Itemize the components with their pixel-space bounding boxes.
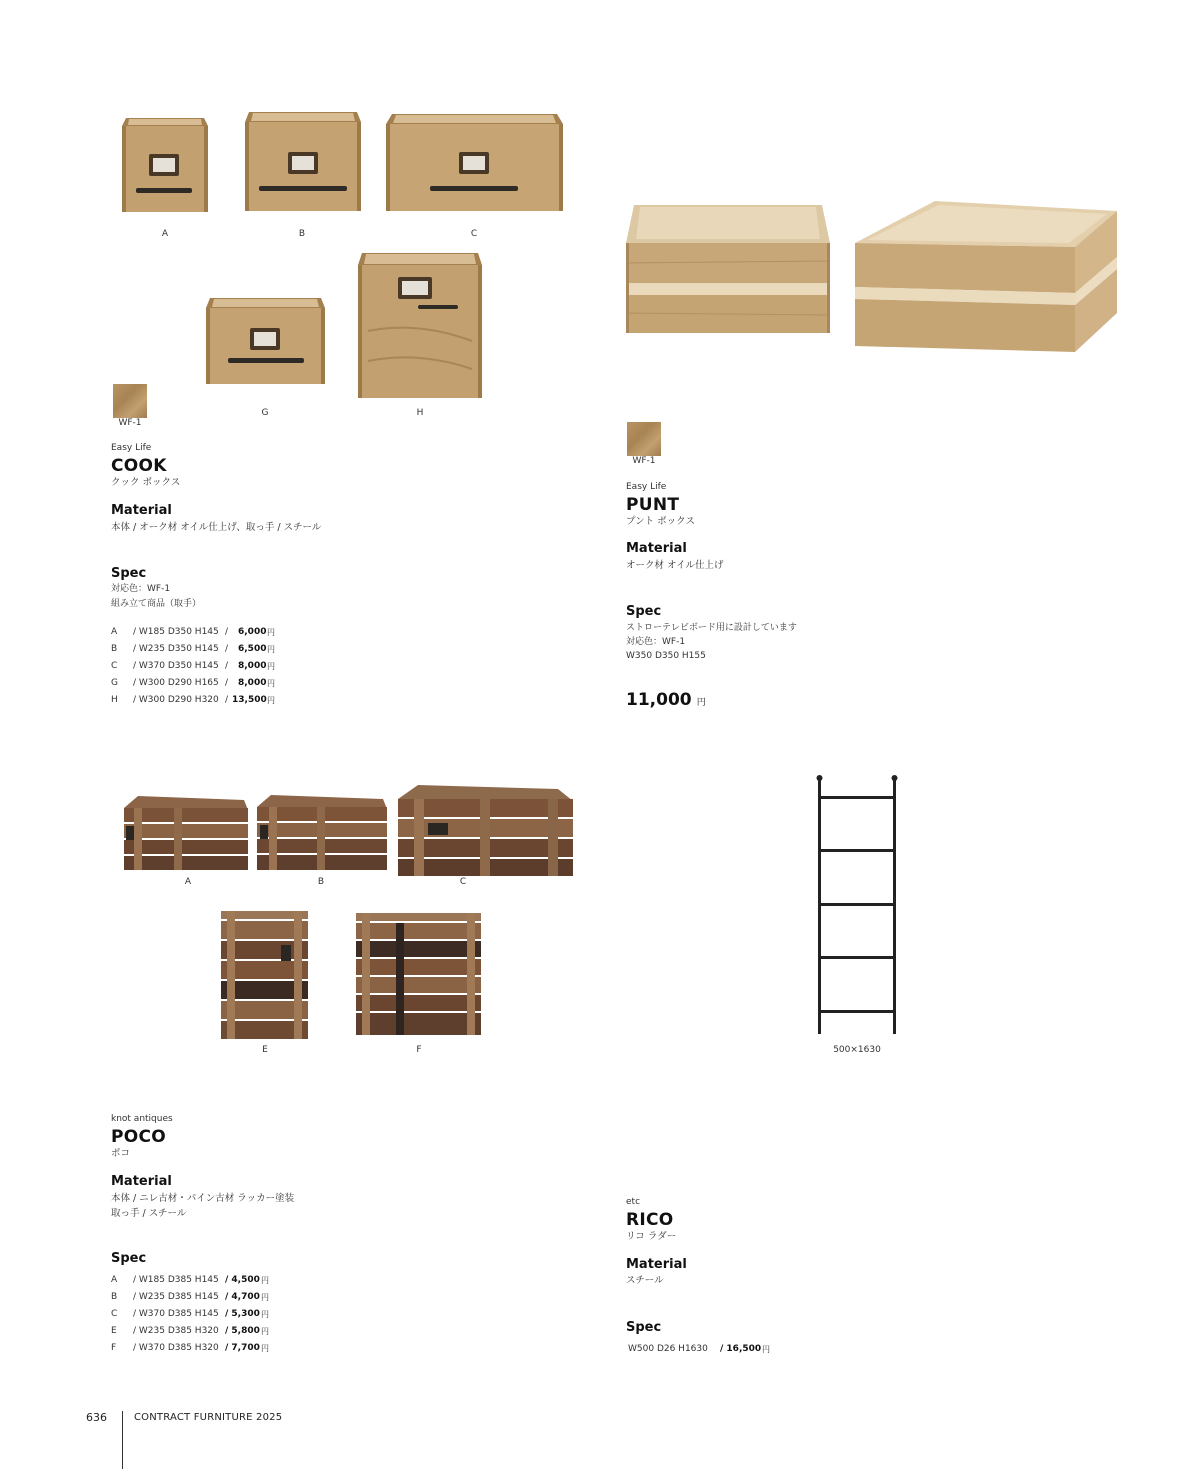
table-row: [111, 1306, 311, 1323]
rico-spec-table: [628, 1341, 828, 1358]
spec-price: 8,000: [238, 661, 267, 671]
table-row: [111, 641, 311, 658]
spec-unit: 円: [267, 628, 275, 637]
spec-dims: / W185 D350 H145: [133, 627, 219, 637]
spec-separator: /: [225, 627, 229, 637]
punt-box-large-image: [855, 201, 1117, 352]
punt-price-unit: 円: [696, 698, 706, 708]
punt-box-small-image: [626, 205, 830, 333]
poco-label-b: B: [317, 877, 325, 887]
table-row: [628, 1341, 828, 1358]
spec-separator: /: [225, 695, 229, 705]
spec-separator: /: [225, 661, 229, 671]
spec-code: B: [111, 1292, 118, 1302]
rico-ladder-image: [814, 774, 900, 1036]
punt-material-text: オーク材 オイル仕上げ: [626, 560, 724, 571]
punt-spec-heading: Spec: [626, 604, 662, 619]
poco-brand: knot antiques: [111, 1114, 173, 1124]
spec-separator: /: [225, 644, 229, 654]
punt-material-heading: Material: [626, 541, 687, 556]
spec-dims: W500 D26 H1630: [628, 1344, 708, 1354]
cook-product-name: COOK: [111, 456, 167, 476]
poco-material-line: 本体 / ニレ古材・パイン古材 ラッカー塗装: [111, 1193, 295, 1204]
spec-price: / 5,800: [225, 1326, 260, 1336]
spec-code: B: [111, 644, 118, 654]
cook-label-c: C: [470, 229, 478, 239]
poco-product-name: POCO: [111, 1127, 167, 1147]
spec-separator: /: [225, 678, 229, 688]
cook-spec-note: 対応色：WF-1: [111, 584, 171, 594]
footer-divider: [122, 1411, 123, 1469]
rico-spec-heading: Spec: [626, 1320, 662, 1335]
poco-material-heading: Material: [111, 1174, 172, 1189]
poco-crate-c-image: [398, 785, 573, 876]
table-row: [111, 624, 311, 641]
poco-spec-table: [111, 1272, 311, 1357]
cook-brand: Easy Life: [111, 443, 152, 453]
poco-crate-a-image: [124, 796, 248, 870]
punt-spec-note: W350 D350 H155: [626, 651, 706, 661]
poco-crate-e-image: [221, 911, 308, 1039]
cook-spec-notes: [111, 582, 201, 612]
spec-dims: / W185 D385 H145: [133, 1275, 219, 1285]
spec-unit: 円: [261, 1310, 269, 1319]
punt-spec-notes: [626, 621, 797, 663]
cook-spec-heading: Spec: [111, 566, 147, 581]
footer-title: CONTRACT FURNITURE 2025: [134, 1412, 283, 1423]
poco-crate-b-image: [257, 795, 387, 870]
spec-unit: 円: [261, 1344, 269, 1353]
cook-material-text: 本体 / オーク材 オイル仕上げ、取っ手 / スチール: [111, 522, 322, 533]
cook-box-c-image: [386, 112, 563, 211]
punt-product-name: PUNT: [626, 495, 680, 515]
cook-swatch-label: WF-1: [118, 418, 142, 428]
table-row: [111, 692, 311, 709]
punt-spec-note: ストローテレビボード用に設計しています: [626, 623, 797, 633]
cook-label-h: H: [416, 408, 424, 418]
cook-box-g-image: [206, 296, 325, 384]
cook-label-a: A: [161, 229, 169, 239]
punt-brand: Easy Life: [626, 482, 667, 492]
cook-label-b: B: [298, 229, 306, 239]
spec-dims: / W370 D385 H320: [133, 1343, 219, 1353]
table-row: [111, 1289, 311, 1306]
spec-price: / 7,700: [225, 1343, 260, 1353]
spec-price: / 16,500: [720, 1344, 762, 1354]
cook-color-swatch: [113, 384, 147, 418]
spec-unit: 円: [267, 679, 275, 688]
rico-product-name: RICO: [626, 1210, 674, 1230]
spec-unit: 円: [261, 1293, 269, 1302]
spec-code: A: [111, 627, 118, 637]
poco-material-line: 取っ手 / スチール: [111, 1208, 187, 1219]
punt-swatch-label: WF-1: [632, 456, 656, 466]
punt-product-kana: プント ボックス: [626, 516, 696, 527]
spec-unit: 円: [261, 1327, 269, 1336]
spec-unit: 円: [267, 662, 275, 671]
spec-price: 6,000: [238, 627, 267, 637]
table-row: [111, 1340, 311, 1357]
spec-code: E: [111, 1326, 117, 1336]
poco-label-c: C: [459, 877, 467, 887]
spec-dims: / W370 D385 H145: [133, 1309, 219, 1319]
spec-price: 6,500: [238, 644, 267, 654]
poco-crate-f-image: [356, 913, 481, 1035]
spec-code: G: [111, 678, 118, 688]
spec-price: / 5,300: [225, 1309, 260, 1319]
punt-price-value: 11,000: [626, 690, 692, 710]
spec-dims: / W300 D290 H165: [133, 678, 219, 688]
spec-dims: / W300 D290 H320: [133, 695, 219, 705]
page-number: 636: [86, 1411, 107, 1424]
rico-material-heading: Material: [626, 1257, 687, 1272]
spec-price: / 4,700: [225, 1292, 260, 1302]
poco-spec-heading: Spec: [111, 1251, 147, 1266]
spec-price: 13,500: [232, 695, 267, 705]
spec-code: C: [111, 1309, 118, 1319]
cook-box-a-image: [122, 116, 208, 212]
punt-color-swatch: [627, 422, 661, 456]
rico-size-caption: 500×1630: [833, 1045, 881, 1055]
spec-code: H: [111, 695, 118, 705]
poco-product-kana: ポコ: [111, 1148, 131, 1159]
spec-dims: / W235 D385 H320: [133, 1326, 219, 1336]
spec-dims: / W235 D350 H145: [133, 644, 219, 654]
cook-box-h-image: [358, 251, 482, 398]
spec-unit: 円: [261, 1276, 269, 1285]
cook-spec-table: [111, 624, 311, 709]
spec-unit: 円: [762, 1345, 770, 1354]
cook-label-g: G: [261, 408, 269, 418]
spec-dims: / W235 D385 H145: [133, 1292, 219, 1302]
table-row: [111, 1323, 311, 1340]
spec-code: F: [111, 1343, 117, 1353]
poco-label-a: A: [184, 877, 192, 887]
spec-price: / 4,500: [225, 1275, 260, 1285]
poco-material-text: [111, 1191, 294, 1221]
spec-dims: / W370 D350 H145: [133, 661, 219, 671]
table-row: [111, 675, 311, 692]
table-row: [111, 1272, 311, 1289]
table-row: [111, 658, 311, 675]
cook-material-heading: Material: [111, 503, 172, 518]
cook-product-kana: クック ボックス: [111, 477, 181, 488]
cook-spec-note: 組み立て商品（取手）: [111, 599, 202, 609]
punt-spec-note: 対応色：WF-1: [626, 637, 686, 647]
spec-price: 8,000: [238, 678, 267, 688]
rico-product-kana: リコ ラダー: [626, 1231, 677, 1242]
punt-price: [626, 690, 706, 710]
poco-label-e: E: [262, 1045, 268, 1055]
cook-box-b-image: [245, 110, 361, 211]
spec-code: C: [111, 661, 118, 671]
rico-brand: etc: [626, 1197, 641, 1207]
spec-unit: 円: [267, 696, 275, 705]
poco-label-f: F: [416, 1045, 422, 1055]
rico-material-text: スチール: [626, 1275, 664, 1286]
spec-unit: 円: [267, 645, 275, 654]
spec-code: A: [111, 1275, 118, 1285]
